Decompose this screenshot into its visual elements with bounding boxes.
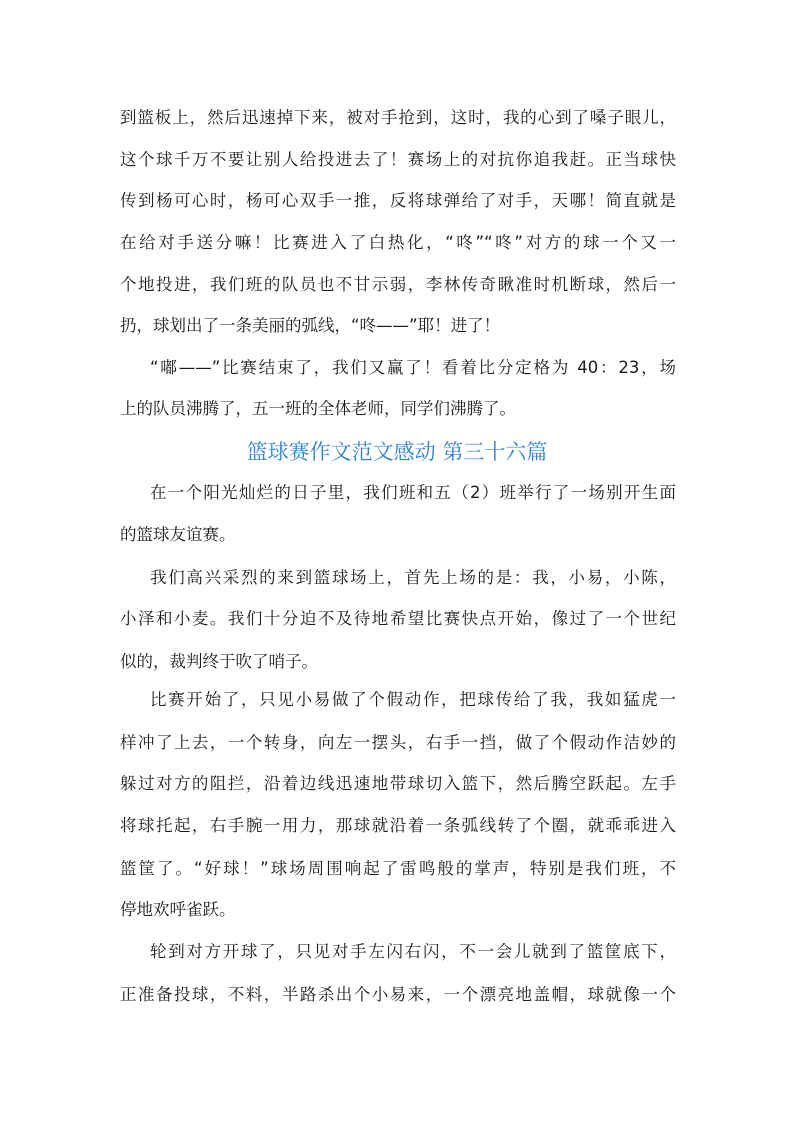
paragraph-line: “嘟——”比赛结束了，我们又赢了！看着比分定格为 40：23，场	[150, 358, 676, 377]
paragraph-line: 的篮球友谊赛。	[120, 525, 236, 544]
paragraph-line: 躲过对方的阻拦，沿着边线迅速地带球切入篮下，然后腾空跃起。左手	[120, 774, 676, 793]
paragraph-line: 比赛开始了，只见小易做了个假动作，把球传给了我，我如猛虎一	[150, 690, 676, 709]
paragraph-line: 在一个阳光灿烂的日子里，我们班和五（2）班举行了一场别开生面	[150, 483, 676, 502]
paragraph-line: 样冲了上去，一个转身，向左一摆头，右手一挡，做了个假动作洁妙的	[120, 733, 676, 752]
paragraph-line: 将球托起，右手腕一用力，那球就沿着一条弧线转了个圈，就乖乖进入	[120, 816, 676, 835]
paragraph-line: 小泽和小麦。我们十分迫不及待地希望比赛快点开始，像过了一个世纪	[120, 609, 676, 628]
paragraph-line: 扔，球划出了一条美丽的弧线，“咚——”耶！进了！	[120, 316, 501, 335]
paragraph-line: 上的队员沸腾了，五一班的全体老师，同学们沸腾了。	[120, 399, 516, 418]
section-heading: 篮球赛作文范文感动 第三十六篇	[246, 440, 548, 464]
paragraph-line: 到篮板上，然后迅速掉下来，被对手抢到，这时，我的心到了嗓子眼儿，	[120, 108, 676, 127]
paragraph-line: 我们高兴采烈的来到篮球场上，首先上场的是：我，小易，小陈，	[150, 568, 676, 587]
paragraph-line: 传到杨可心时，杨可心双手一推，反将球弹给了对手，天哪！简直就是	[120, 191, 676, 210]
paragraph-line: 这个球千万不要让别人给投进去了！赛场上的对抗你追我赶。正当球快	[120, 150, 676, 169]
paragraph-line: 个地投进，我们班的队员也不甘示弱，李林传奇瞅准时机断球，然后一	[120, 275, 676, 294]
paragraph-line: 篮筐了。“好球！”球场周围响起了雷鸣般的掌声，特别是我们班，不	[120, 859, 676, 878]
paragraph-line: 似的，裁判终于吹了哨子。	[120, 652, 318, 671]
paragraph-line: 轮到对方开球了，只见对手左闪右闪，不一会儿就到了篮筐底下，	[150, 942, 676, 961]
paragraph-line: 正准备投球，不料，半路杀出个小易来，一个漂亮地盖帽，球就像一个	[120, 985, 676, 1004]
paragraph-line: 在给对手送分嘛！比赛进入了白热化，“咚”“咚”对方的球一个又一	[120, 233, 676, 252]
paragraph-line: 停地欢呼雀跃。	[120, 900, 236, 919]
